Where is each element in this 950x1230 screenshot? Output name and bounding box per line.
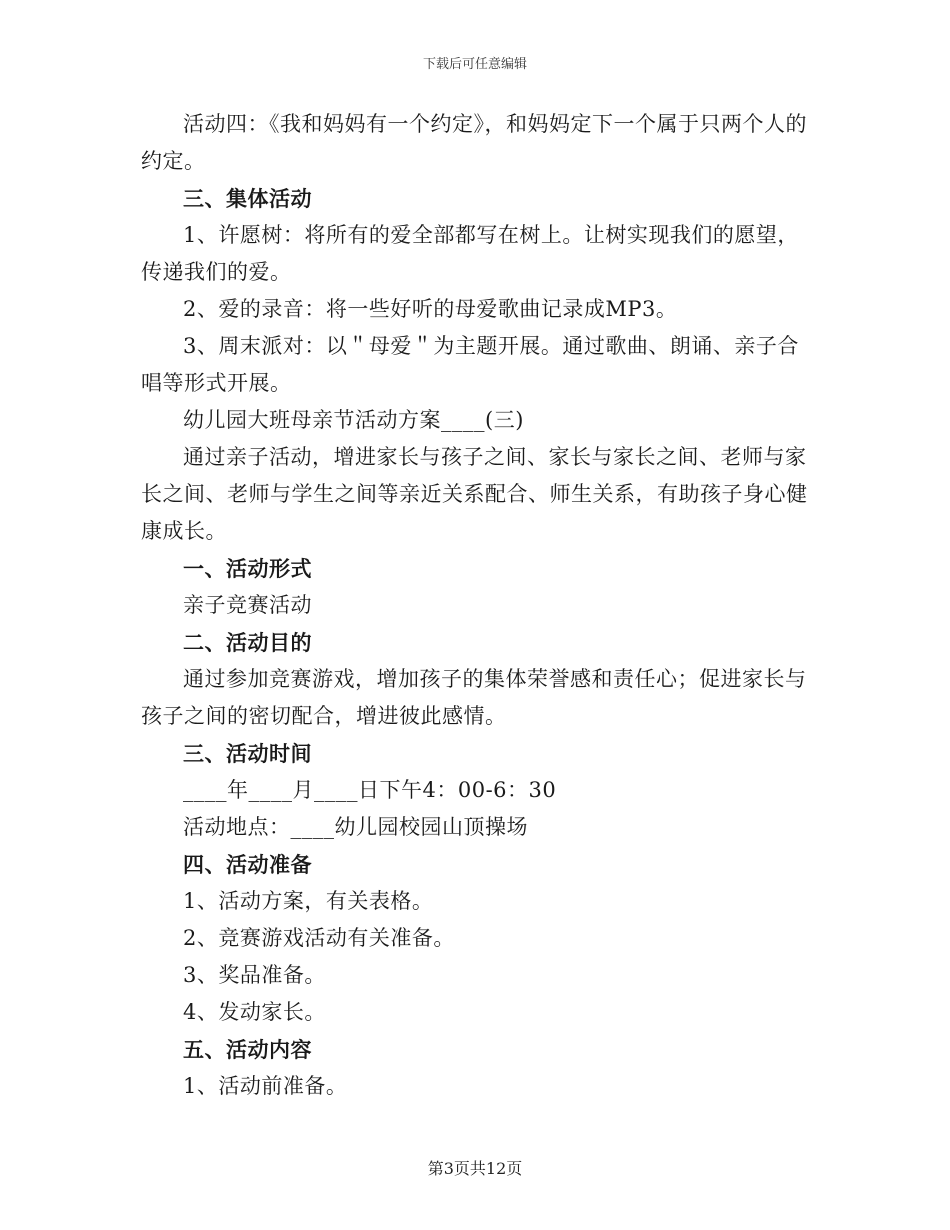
list-item: 1、活动方案，有关表格。 (183, 889, 434, 913)
paragraph: 活动地点：____幼儿园校园山顶操场 (183, 815, 528, 839)
paragraph: 亲子竞赛活动 (183, 593, 312, 617)
paragraph: 2、爱的录音：将一些好听的母爱歌曲记录成MP3。 (183, 297, 678, 321)
document-body (141, 106, 811, 1105)
section-heading: 一、活动形式 (183, 556, 312, 581)
paragraph: ____年____月____日下午4：00-6：30 (183, 778, 557, 802)
list-item: 2、竞赛游戏活动有关准备。 (183, 926, 455, 950)
document-subtitle: 幼儿园大班母亲节活动方案____(三) (183, 408, 524, 432)
section-heading: 二、活动目的 (183, 630, 312, 655)
list-item: 4、发动家长。 (183, 1000, 326, 1024)
section-heading: 五、活动内容 (183, 1037, 312, 1062)
page-number: 第3页共12页 (427, 1159, 523, 1178)
list-item: 3、奖品准备。 (183, 963, 326, 987)
paragraph: 3、周末派对：以＂母爱＂为主题开展。通过歌曲、朗诵、亲子合唱等形式开展。 (141, 334, 799, 395)
paragraph: 通过参加竞赛游戏，增加孩子的集体荣誉感和责任心；促进家长与孩子之间的密切配合，增进彼此感情。 (141, 667, 807, 728)
paragraph: 通过亲子活动，增进家长与孩子之间、家长与家长之间、老师与家长之间、老师与学生之间等亲近关系配合、师生关系，有助孩子身心健康成长。 (141, 445, 808, 543)
section-heading: 四、活动准备 (183, 852, 312, 877)
section-heading: 三、活动时间 (183, 741, 312, 766)
paragraph: 1、许愿树：将所有的爱全部都写在树上。让树实现我们的愿望，传递我们的爱。 (141, 223, 799, 284)
paragraph: 活动四：《我和妈妈有一个约定》，和妈妈定下一个属于只两个人的约定。 (141, 112, 807, 173)
section-heading: 三、集体活动 (183, 186, 312, 211)
page-header: 下载后可任意编辑 (422, 57, 527, 72)
list-item: 1、活动前准备。 (183, 1074, 348, 1098)
